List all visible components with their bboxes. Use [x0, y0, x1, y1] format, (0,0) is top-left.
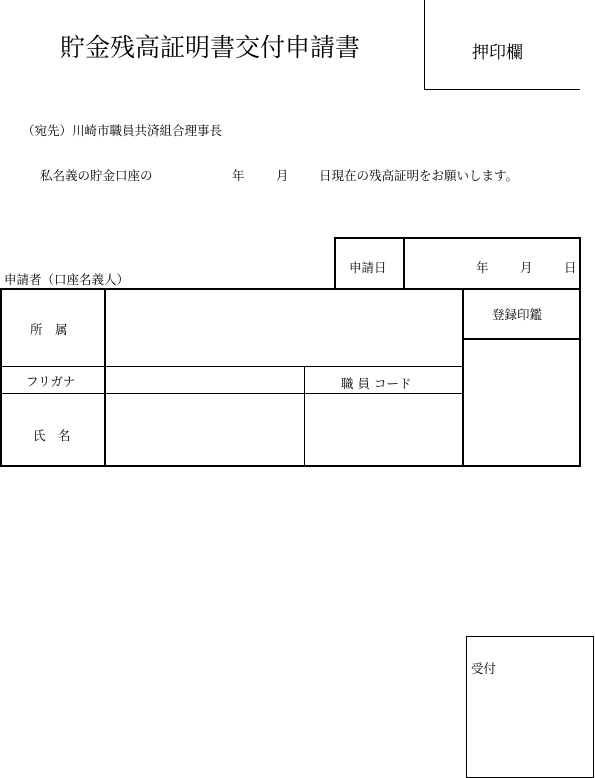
receipt-box	[466, 636, 594, 778]
employee-code-field[interactable]	[305, 394, 462, 465]
date-box-left-border	[334, 237, 336, 289]
application-date-month: 月	[520, 260, 533, 275]
request-suffix: 日現在の残高証明をお願いします。	[319, 168, 519, 183]
registered-seal-label: 登録印鑑	[492, 307, 543, 322]
name-field[interactable]	[106, 394, 304, 465]
applicant-label: 申請者（口座名義人）	[4, 272, 130, 287]
addressee: （宛先）川崎市職員共済組合理事長	[22, 123, 223, 138]
furigana-field[interactable]	[106, 367, 304, 393]
employee-code-label: 職 員 コード	[341, 376, 412, 391]
request-month-label: 月	[276, 168, 289, 183]
table-left-border	[0, 288, 2, 467]
date-box-divider	[403, 237, 405, 289]
table-right-border	[579, 288, 581, 467]
receipt-label: 受付	[471, 661, 497, 676]
stamp-label: 押印欄	[472, 43, 523, 63]
application-date-day: 日	[564, 260, 577, 275]
table-bottom-border	[0, 465, 581, 467]
document-title: 貯金残高証明書交付申請書	[60, 33, 361, 62]
furigana-label: フリガナ	[26, 374, 76, 389]
date-box-top-border	[334, 237, 581, 239]
affiliation-label: 所 属	[30, 322, 68, 337]
name-label: 氏 名	[33, 428, 71, 443]
request-prefix: 私名義の貯金口座の	[40, 168, 153, 183]
request-year-label: 年	[232, 168, 245, 183]
affiliation-field[interactable]	[106, 290, 462, 366]
date-box-right-border	[579, 237, 581, 289]
application-date-year: 年	[476, 260, 489, 275]
registered-seal-field[interactable]	[464, 340, 579, 465]
application-date-label: 申請日	[349, 260, 387, 275]
